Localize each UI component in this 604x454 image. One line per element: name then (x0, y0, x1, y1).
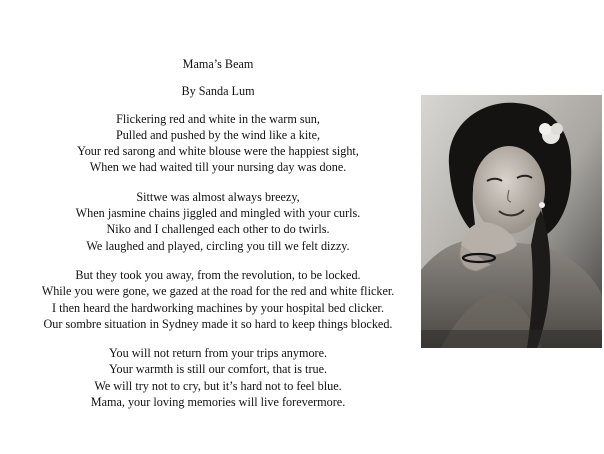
poem-line: When jasmine chains jiggled and mingled with your curls. (75, 206, 361, 221)
poem-author: By Sanda Lum (181, 84, 255, 99)
poem-line: You will not return from your trips anymore. (108, 346, 328, 361)
poem (36, 56, 400, 423)
portrait-photo (421, 95, 602, 348)
stanza-4 (36, 345, 400, 410)
poem-line: Your warmth is still our comfort, that is true. (108, 362, 328, 377)
poem-line: Our sombre situation in Sydney made it so hard to keep things blocked. (43, 316, 393, 331)
poem-line: Sittwe was almost always breezy, (136, 189, 300, 204)
poem-title: Mama’s Beam (182, 57, 254, 71)
stanza-2 (36, 189, 400, 254)
poem-line: Niko and I challenged each other to do twirls. (106, 222, 330, 237)
poem-line: But they took you away, from the revolution, to be locked. (75, 267, 361, 282)
poem-line: While you were gone, we gazed at the road for the red and white flicker. (41, 284, 395, 299)
poem-line: Mama, your loving memories will live forevermore. (90, 395, 346, 410)
poem-line: Flickering red and white in the warm sun, (116, 111, 320, 126)
poem-line: Pulled and pushed by the wind like a kite, (115, 127, 321, 142)
poem-line: We laughed and played, circling you till we felt dizzy. (86, 238, 350, 253)
poem-line: We will try not to cry, but it’s hard not to feel blue. (94, 378, 342, 393)
poem-line: I then heard the hardworking machines by your hospital bed clicker. (51, 300, 384, 315)
stanza-3 (36, 267, 400, 332)
stanza-1 (36, 111, 400, 176)
poem-line: Your red sarong and white blouse were the happiest sight, (77, 144, 359, 159)
poem-line: When we had waited till your nursing day was done. (89, 160, 347, 175)
